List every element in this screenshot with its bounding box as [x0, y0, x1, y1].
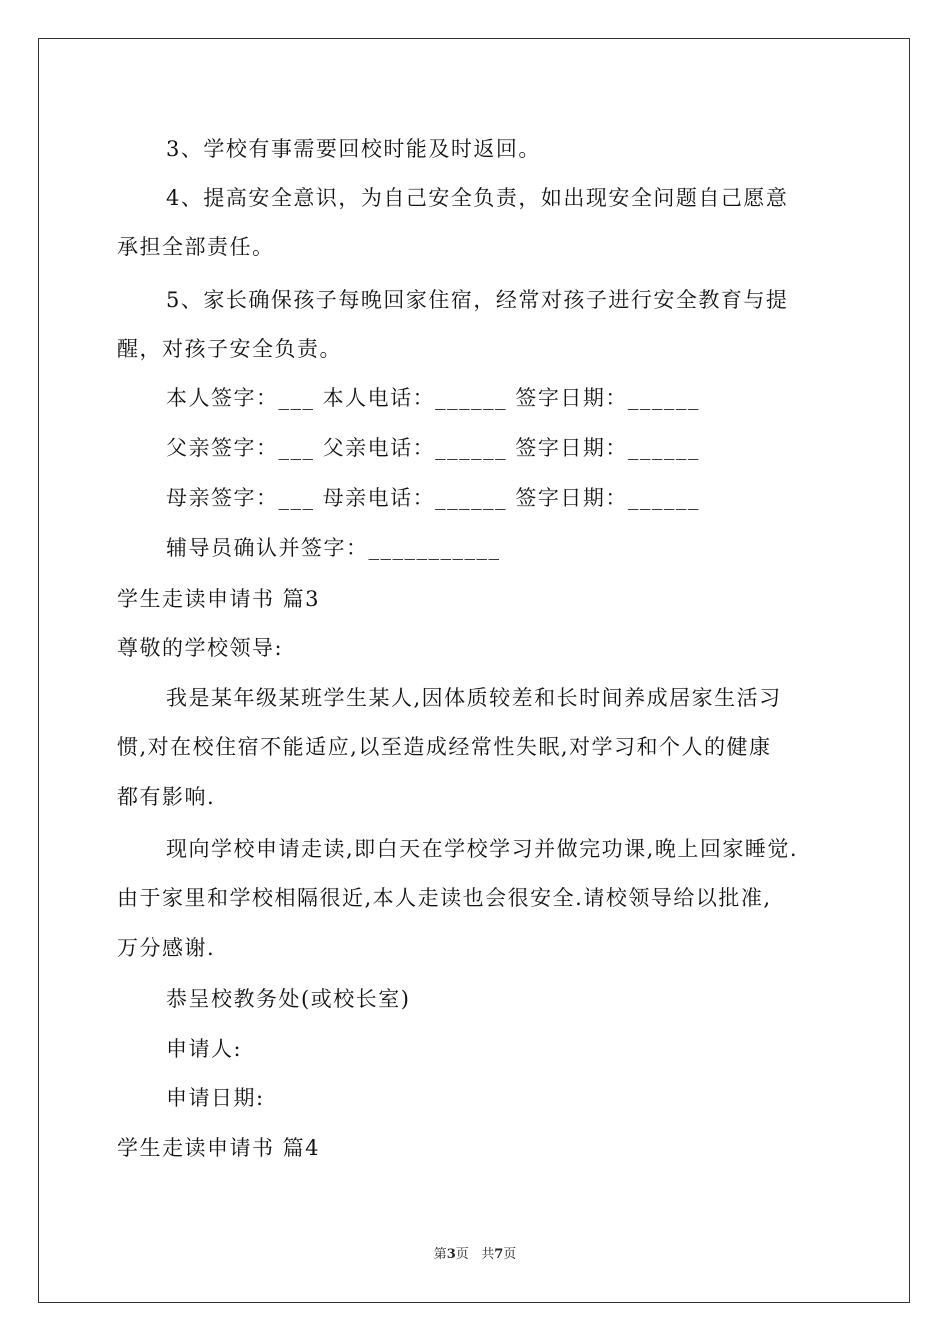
page-border: [38, 38, 910, 1303]
mother-signature-line: 母亲签字：___ 母亲电话：______ 签字日期：______: [166, 486, 700, 510]
section-heading-3: 学生走读申请书 篇3: [117, 587, 321, 611]
letter-body-line-1: 我是某年级某班学生某人,因体质较差和长时间养成居家生活习: [166, 686, 782, 710]
item-5-text-continued: 醒，对孩子安全负责。: [117, 337, 342, 361]
footer-total-prefix: 共: [481, 1247, 495, 1262]
father-signature-line: 父亲签字：___ 父亲电话：______ 签字日期：______: [166, 436, 700, 460]
item-4-text: 4、提高安全意识，为自己安全负责，如出现安全问题自己愿意: [166, 186, 789, 210]
letter-body-line-6: 万分感谢.: [117, 936, 216, 960]
self-signature-line: 本人签字：___ 本人电话：______ 签字日期：______: [166, 386, 700, 410]
counselor-signature-line: 辅导员确认并签字：___________: [166, 536, 501, 560]
application-date-label: 申请日期:: [166, 1086, 265, 1110]
letter-recipient: 恭呈校教务处(或校长室): [166, 987, 411, 1011]
section-heading-4: 学生走读申请书 篇4: [117, 1136, 321, 1160]
letter-body-line-4: 现向学校申请走读,即白天在学校学习并做完功课,晚上回家睡觉.: [166, 837, 799, 861]
footer-page-number: 3: [446, 1247, 456, 1262]
footer-page-prefix: 第: [433, 1247, 447, 1262]
item-4-text-continued: 承担全部责任。: [117, 235, 275, 259]
letter-body-line-2: 惯,对在校住宿不能适应,以至造成经常性失眠,对学习和个人的健康: [117, 735, 772, 759]
letter-salutation: 尊敬的学校领导:: [117, 636, 284, 660]
page-footer: [0, 1246, 950, 1264]
footer-total-pages: 7: [494, 1247, 504, 1262]
letter-body-line-5: 由于家里和学校相隔很近,本人走读也会很安全.请校领导给以批准,: [117, 886, 772, 910]
item-5-text: 5、家长确保孩子每晚回家住宿，经常对孩子进行安全教育与提: [166, 288, 789, 312]
letter-body-line-3: 都有影响.: [117, 785, 216, 809]
footer-total-suffix: 页: [503, 1247, 517, 1262]
footer-page-suffix: 页: [455, 1247, 469, 1262]
item-3-text: 3、学校有事需要回校时能及时返回。: [166, 137, 541, 161]
applicant-label: 申请人:: [166, 1037, 243, 1061]
